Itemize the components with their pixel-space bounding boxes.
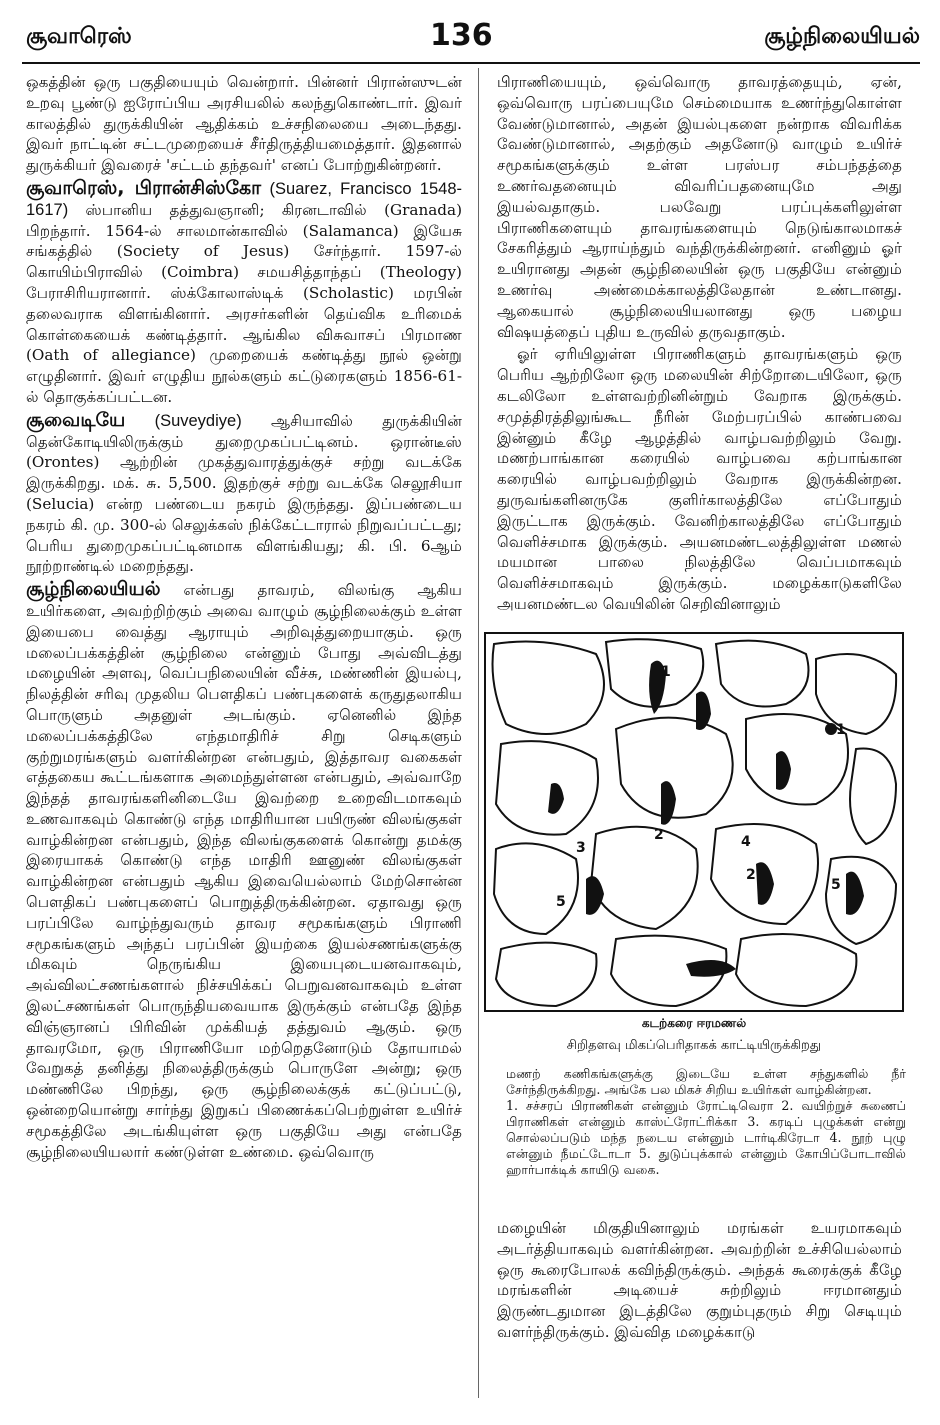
figure-legend-item: 5. துடுப்புக்கால் என்னும் கோபிப்போடாவில் ஹார்பாக்டிக் காயிடு வகை. bbox=[506, 1146, 906, 1177]
figure-legend-intro: மணற் கணிகங்களுக்கு இடையே உள்ள சந்துகளில் நீர் சேர்ந்திருக்கிறது. அங்கே பல மிகச் சிறிய உயிர்கள் வாழ்கின்றன. bbox=[506, 1066, 906, 1097]
right-column-bottom bbox=[497, 1218, 902, 1343]
header-rule bbox=[22, 62, 920, 64]
figure-illustration bbox=[486, 634, 902, 1010]
entry-body: ஸ்பானிய தத்துவஞானி; கிரனடாவில் (Granada) பிறந்தார். 1564-ல் சாலமான்காவில் (Salamanca) இயேசு சங்கத்தில் (Society of Jesus) சேர்ந்தார். 1597-ல் கொயிம்பிராவில் (Coimbra) சமயசித்தாந்தப் (Theology) பேராசிரியரானார். ஸ்க்கோலாஸ்டிக் (Scholastic) மரபின் தலைவராக விளங்கினார். அரசர்களின் தெய்விக உரிமைக் கொள்கையைக் கண்டித்தார். ஆங்கில விசுவாசப் பிரமாண (Oath of allegiance) முறையைக் கண்டித்து நூல் ஒன்று எழுதினார். இவர் எழுதிய நூல்களும் கட்டுரைகளும் 1856-61-ல் தொகுக்கப்பட்டன. bbox=[26, 200, 462, 406]
figure-label: 5 bbox=[831, 877, 841, 893]
entry-suarez bbox=[26, 178, 462, 408]
figure-label: 5 bbox=[556, 894, 566, 910]
entry-body: ஆசியாவில் துருக்கியின் தென்கோடியிலிருக்கும் துறைமுகப்பட்டினம். ஒரான்டீஸ் (Orontes) ஆற்றின் முகத்துவாரத்துக்குச் சற்று வடக்கே இருக்கிறது. மக். சு. 5,500. இதற்குச் சற்று வடக்கே செலூசியா (Selucia) என்ற பண்டைய நகரம் இருந்தது. இப்பண்டைய நகரம் கி. மு. 300-ல் செலுக்கஸ் நிக்கேட்டாரால் நிறுவப்பட்டது; பெரிய துறைமுகப்பட்டினமாக விளங்கியது; கி. பி. 6ஆம் நூற்றாண்டில் மறைந்தது. bbox=[26, 411, 463, 576]
continued-paragraph: ஒகத்தின் ஒரு பகுதியையும் வென்றார். பின்னர் பிரான்ஸுடன் உறவு பூண்டு ஐரோப்பிய அரசியலில் கலந்துகொண்டார். இவர் காலத்தில் துருக்கியின் ஆதிக்கம் உச்சநிலையை அடைந்தது. இவர் நாட்டின் சட்டமுறையைச் சீர்திருத்தியமைத்தார். இதனால் துருக்கியர் இவரைச் 'சட்டம் தந்தவர்' எனப் போற்றுகின்றனர். bbox=[26, 73, 462, 175]
figure-caption: கடற்கரை ஈரமணல் bbox=[641, 1016, 747, 1030]
entry-suveydiye bbox=[26, 410, 462, 577]
entry-body: என்பது தாவரம், விலங்கு ஆகிய உயிர்களை, அவற்றிற்கும் அவை வாழும் சூழ்நிலைக்கும் உள்ள இயைபை வைத்து ஆராயும் அறிவுத்துறையாகும். ஒரு மலைப்பக்கத்தின் சூழ்நிலை என்னும் போது அவ்விடத்து மழையின் அளவு, வெப்பநிலையின் வீச்சு, மண்ணின் இயல்பு, நிலத்தின் சரிவு முதலிய பௌதிகப் பண்புகளைக் கருதுதலாகிய பொருளும் அதனுள் அடங்கும். ஏனெனில் இந்த மலைப்பக்கத்திலே எந்தமாதிரிச் சிறு செடிகளும் குற்றுமரங்களும் வளர்கின்றன என்பதும், இத்தாவர வகைகள் எத்தகைய கூட்டங்களாக அமைந்துள்ளன என்பதும், அவ்வாறே இந்தத் தாவரங்களினிடையே இவற்றை உறைவிடமாகவும் உணவாகவும் கொண்டு எந்த மாதிரியான பயிருண் விலங்குகள் வாழ்கின்றன என்பதும், இந்த விலங்குகளைக் கொன்று தமக்கு இரையாகக் கொண்டு எந்த மாதிரி ஊனுண் விலங்குகள் வாழ்கின்றன என்பதும் ஆகிய இவையெல்லாம் மேற்சொன்ன பௌதிகப் பண்புகளைப் பொறுத்திருக்கின்றன. ஏதாவது ஒரு பரப்பிலே வாழ்ந்துவரும் தாவர சமூகங்களும் பிராணி சமூகங்களும் அந்தப் பரப்பின் இயற்கை இயல்சணங்களுக்கு மிகவும் நெருங்கிய இயைபுடையனவாகவும், அவ்விலட்சணங்களால் நிச்சயிக்கப் பெறுவனவாகவும் உள்ள இலட்சணங்கள் பொருந்தியவையாக இருக்கும் என்பதே இந்த விஞ்ஞானப் பிரிவின் முக்கியத் தத்துவம் ஆகும். ஒரு தாவரமோ, ஒரு பிராணியோ மற்றெதனோடும் தோயாமல் வேறுகத் தனித்து நிலைத்திருக்கும் பொருளே அன்று; ஒரு மண்ணிலே பிறந்து, ஒரு சூழ்நிலைக்குக் கட்டுப்பட்டு, ஒன்றையொன்று சார்ந்து இறுகப் பிணைக்கப்பெற்றுள்ள உயிர்ச் சமூகத்திலே அடங்கியுள்ள ஒரு பகுதியே அது என்பதே சூழ்நிலையியலார் கண்டுள்ள உண்மை. ஒவ்வொரு bbox=[26, 581, 462, 1161]
entry-title: சூவைடியே bbox=[26, 408, 126, 431]
page-number: 136 bbox=[430, 18, 493, 53]
figure-label: 3 bbox=[576, 840, 586, 856]
entry-ecology bbox=[26, 579, 462, 1162]
figure-label: 1 bbox=[836, 722, 846, 738]
figure-label: 2 bbox=[654, 827, 664, 843]
paragraph: மழையின் மிகுதியினாலும் மரங்கள் உயரமாகவும் அடர்த்தியாகவும் வளர்கின்றன. அவற்றின் உச்சியெல்லாம் ஒரு கூரைபோலக் கவிந்திருக்கும். அந்தக் கூரைக்குக் கீழே மரங்களின் அடியைச் சுற்றிலும் ஈரமானதும் இருண்டதுமான இடத்திலே குறும்புதரும் சிறு செடியும் வளர்ந்திருக்கும். இவ்வித மழைக்காடு bbox=[497, 1219, 902, 1341]
right-column bbox=[497, 72, 902, 617]
figure-subcaption: சிறிதளவு மிகப்பெரிதாகக் காட்டியிருக்கிறது bbox=[566, 1038, 822, 1053]
entry-title: சூழ்நிலையியல் bbox=[26, 578, 161, 601]
running-head-left: சூவாரெஸ் bbox=[26, 24, 132, 49]
paragraph: ஓர் ஏரியிலுள்ள பிராணிகளும் தாவரங்களும் ஒரு பெரிய ஆற்றிலோ ஒரு மலையின் சிற்றோடையிலோ, ஒரு கடலிலோ உள்ளவற்றினின்றும் வேறாக இருக்கும். சமுத்திரத்திலுங்கூட நீரின் மேற்பரப்பில் காண்பவை இன்னும் கீழே ஆழத்தில் வாழ்பவற்றிலும் வேறு. மணற்பாங்கான கரையில் வாழ்பவை கற்பாங்கான கரையில் வாழ்பவற்றிலும் வேறாக இருக்கின்றன. துருவங்களினருகே குளிர்காலத்திலே எப்போதும் இருட்டாக இருக்கும். வேனிற்காலத்திலே எப்போதும் வெளிச்சமாக இருக்கும். அயனமண்டலத்திலுள்ள மணல் மயமான பாலை நிலத்திலே வெப்பமாகவும் வெளிச்சமாகவும் இருக்கும். மழைக்காடுகளிலே அயனமண்டல வெயிலின் செறிவினாலும் bbox=[497, 345, 902, 613]
figure-legend-item: 2. வயிற்றுச் சுணைப் பிராணிகள் என்னும் காஸ்ட்ரோட்ரிக்கா bbox=[506, 1098, 906, 1129]
figure-label: 2 bbox=[746, 867, 756, 883]
figure-legend-item: 4. நூற் புழு என்னும் நீமட்டோடா bbox=[506, 1130, 906, 1161]
paragraph: பிராணியையும், ஒவ்வொரு தாவரத்தையும், ஏன், ஒவ்வொரு பரப்பையுமே செம்மையாக உணர்ந்துகொள்ள வேண்டுமானால், அதன் இயல்புகளை நன்றாக விவரிக்க வேண்டுமானால், அதற்கும் அதனோடு வாழும் உயிர்ச் சமூகங்களுக்கும் உள்ள பரஸ்பர சம்பந்தத்தை உணர்வதனையும் விவரிப்பதனையுமே அது இயல்வதாகும். பலவேறு பரப்புக்களிலுள்ள பிராணிகளையும் தாவரங்களையும் நெடுங்காலமாகச் சேகரித்தும் ஆராய்ந்தும் வந்திருக்கின்றனர். எனினும் ஓர் உயிரானது அதன் சூழ்நிலையின் ஒரு பகுதியே என்னும் உணர்வு அண்மைக்காலத்திலேதான் உண்டானது. ஆகையால் சூழ்நிலையியலானது ஒரு பழைய விஷயத்தைப் புதிய உருவில் தருவதாகும். bbox=[497, 73, 902, 341]
figure-legend-item: 1. சச்சரப் பிராணிகள் என்னும் ரோட்டிவெரா bbox=[506, 1098, 774, 1113]
figure-label: 1 bbox=[661, 664, 671, 680]
entry-latin-name: (Suveydiye) bbox=[154, 411, 242, 430]
running-head-right: சூழ்நிலையியல் bbox=[764, 24, 920, 49]
entry-latin-name: (Suarez, Francisco 1548-1617) bbox=[26, 179, 463, 219]
left-column bbox=[26, 72, 462, 1164]
figure-legend-item: 3. கரடிப் புழுக்கள் என்று சொல்லப்படும் மந்த நடைய என்னும் டார்டிகிரேடா bbox=[506, 1114, 906, 1145]
column-divider bbox=[478, 68, 479, 1398]
entry-title: சூவாரெஸ், பிரான்சிஸ்கோ bbox=[26, 176, 262, 199]
figure-label: 4 bbox=[741, 834, 751, 850]
page-header bbox=[0, 0, 940, 64]
figure-legend-list bbox=[506, 1098, 906, 1178]
figure-legend bbox=[506, 1066, 906, 1178]
figure-wet-sand bbox=[484, 632, 904, 1012]
